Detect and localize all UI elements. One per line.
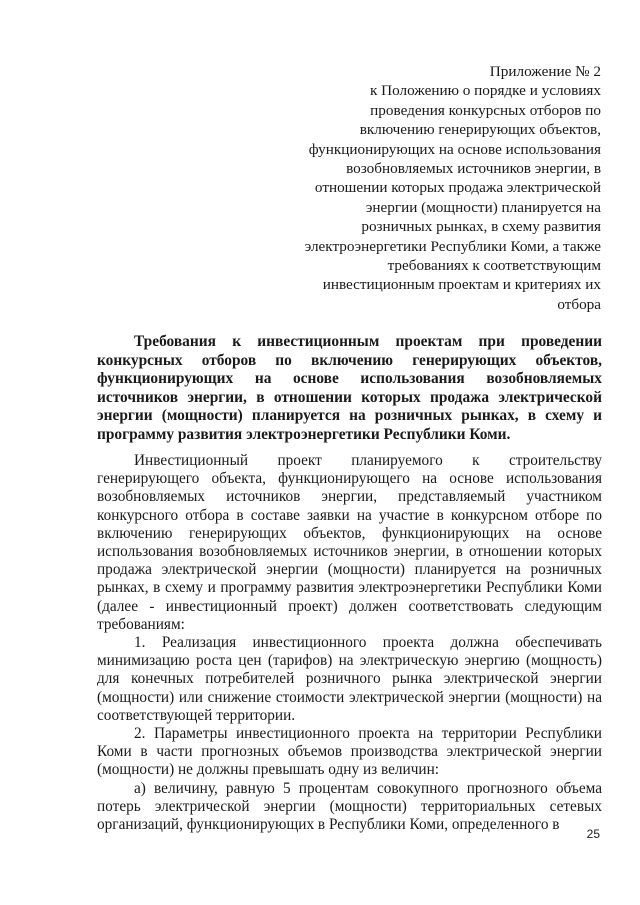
document-body <box>97 452 602 834</box>
paragraph-item-2: 2. Параметры инвестиционного проекта на территории Республики Коми в части прогнозных объемов производства электрической энергии (мощности) не должны превышать одну из величин: <box>97 725 602 779</box>
paragraph-item-2a: а) величину, равную 5 процентам совокупного прогнозного объема потерь электрической энергии (мощности) территориальных сетевых организаций, функционирующих в Республики Коми, определенного в <box>97 779 602 834</box>
appendix-title: Приложение № 2 <box>489 63 601 80</box>
page-number: 25 <box>586 827 600 841</box>
document-heading: Требования к инвестиционным проектам при проведении конкурсных отборов по включению генерирующих объектов, функционирующих на основе использования возобновляемых источников энергии, в отношении которых продажа электрической энергии (мощности) планируется на розничных рынках, в схему и программу развития электроэнергетики Республики Коми. <box>97 333 602 443</box>
paragraph-intro: Инвестиционный проект планируемого к строительству генерирующего объекта, функционирующего на основе использования возобновляемых источников энергии, представляемый участником конкурсного отбора в составе заявки на участие в конкурсном отборе по включению генерирующих объектов, функционирующих на основе использования возобновляемых источников энергии, в отношении которых продажа электрической энергии (мощности) планируется на розничных рынках, в схему и программу развития электроэнергетики Республики Коми (далее - инвестиционный проект) должен соответствовать следующим требованиям: <box>97 452 602 633</box>
paragraph-item-1: 1. Реализация инвестиционного проекта должна обеспечивать минимизацию роста цен (тарифов) на электрическую энергию (мощность) для конечных потребителей розничного рынка электрической энергии (мощности) или снижение стоимости электрической энергии (мощности) на соответствующей территории. <box>97 634 602 724</box>
appendix-text: к Положению о порядке и условиях проведения конкурсных отборов по включению генерирующих объектов, функционирующих на основе использования возобновляемых источников энергии, в отношении которых продажа электрической энергии (мощности) планируется на розничных рынках, в схему развития электроэнергетики Республики Коми, а также требованиях к соответствующим инвестиционным проектам и критериях их отбора <box>304 82 601 313</box>
appendix-block <box>301 62 601 314</box>
